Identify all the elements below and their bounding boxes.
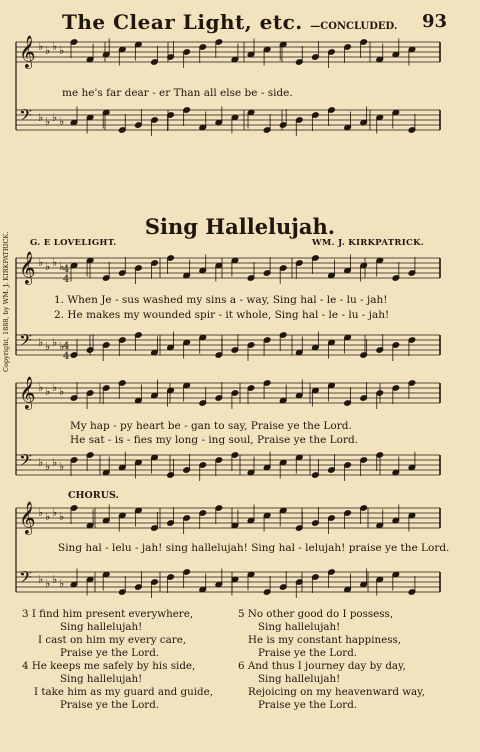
- author-credit: WM. J. KIRKPATRICK.: [312, 238, 425, 248]
- bass-clef-icon: 𝄢: [19, 567, 32, 591]
- flat-icon: ♭: [38, 573, 44, 586]
- time-signature: 4: [63, 341, 70, 352]
- flat-icon: ♭: [52, 506, 58, 519]
- flat-icon: ♭: [38, 381, 44, 394]
- flat-icon: ♭: [59, 385, 65, 398]
- verse3-line3: I cast on him my every care,: [38, 634, 187, 646]
- chorus-lyric-line: Sing hal - lelu - jah! sing hallelujah! Sing hal - lelujah! praise ye the Lord.: [58, 542, 450, 554]
- song1-lyric-line: me he's far dear - er Than all else be - side.: [62, 87, 293, 99]
- flat-icon: ♭: [59, 460, 65, 473]
- flat-icon: ♭: [45, 260, 51, 273]
- verse2-line2: He sat - is - fies my long - ing soul, Praise ye the Lord.: [70, 434, 359, 446]
- verse6-line4: Praise ye the Lord.: [258, 699, 358, 711]
- verse6-line1: 6 And thus I journey day by day,: [238, 660, 406, 672]
- flat-icon: ♭: [45, 115, 51, 128]
- time-signature: 4: [63, 274, 70, 285]
- verse4-line2: Sing hallelujah!: [60, 673, 143, 685]
- verse4-line3: I take him as my guard and guide,: [34, 686, 213, 698]
- flat-icon: ♭: [59, 260, 65, 273]
- flat-icon: ♭: [59, 44, 65, 57]
- flat-icon: ♭: [45, 44, 51, 57]
- verses-right-column: [238, 608, 425, 712]
- bass-clef-icon: 𝄢: [19, 330, 32, 354]
- flat-icon: ♭: [45, 460, 51, 473]
- flat-icon: ♭: [59, 340, 65, 353]
- flat-icon: ♭: [45, 510, 51, 523]
- bass-clef-icon: 𝄢: [19, 450, 32, 474]
- verse3-line4: Praise ye the Lord.: [60, 647, 160, 659]
- flat-icon: ♭: [52, 256, 58, 269]
- treble-clef-icon: 𝄞: [19, 251, 36, 284]
- flat-icon: ♭: [45, 577, 51, 590]
- verse3-line2: Sing hallelujah!: [60, 621, 143, 633]
- verse5-line2: Sing hallelujah!: [258, 621, 341, 633]
- song-title: The Clear Light, etc.: [62, 10, 303, 34]
- flat-icon: ♭: [38, 506, 44, 519]
- flat-icon: ♭: [38, 111, 44, 124]
- flat-icon: ♭: [38, 40, 44, 53]
- hymn-title: Sing Hallelujah.: [144, 214, 336, 239]
- copyright-notice: Copyright, 1888, by WM. J. KIRKPATRICK.: [2, 231, 10, 372]
- time-signature: 4: [63, 264, 70, 275]
- flat-icon: ♭: [38, 256, 44, 269]
- flat-icon: ♭: [45, 385, 51, 398]
- flat-icon: ♭: [38, 336, 44, 349]
- verse1-line2: My hap - py heart be - gan to say, Praise ye the Lord.: [70, 420, 352, 432]
- flat-icon: ♭: [52, 336, 58, 349]
- flat-icon: ♭: [59, 577, 65, 590]
- bass-clef-icon: 𝄢: [19, 105, 32, 129]
- treble-clef-icon: 𝄞: [19, 35, 36, 68]
- verse1-line1: 1. When Je - sus washed my sins a - way, Sing hal - le - lu - jah!: [54, 294, 388, 306]
- chorus-label: CHORUS.: [68, 490, 119, 501]
- verse5-line3: He is my constant happiness,: [248, 634, 402, 646]
- verse4-line4: Praise ye the Lord.: [60, 699, 160, 711]
- flat-icon: ♭: [59, 510, 65, 523]
- verse6-line3: Rejoicing on my heavenward way,: [248, 686, 425, 698]
- flat-icon: ♭: [52, 381, 58, 394]
- treble-clef-icon: 𝄞: [19, 376, 36, 409]
- time-signature: 4: [63, 351, 70, 362]
- verse2-line1: 2. He makes my wounded spir - it whole, Sing hal - le - lu - jah!: [54, 309, 390, 321]
- verse4-line1: 4 He keeps me safely by his side,: [22, 660, 196, 672]
- composer-credit: G. E LOVELIGHT.: [30, 238, 117, 248]
- page-number: 93: [422, 11, 448, 32]
- verse5-line4: Praise ye the Lord.: [258, 647, 358, 659]
- flat-icon: ♭: [38, 456, 44, 469]
- flat-icon: ♭: [45, 340, 51, 353]
- verse5-line1: 5 No other good do I possess,: [238, 608, 394, 620]
- flat-icon: ♭: [52, 40, 58, 53]
- verse3-line1: 3 I find him present everywhere,: [22, 608, 194, 620]
- concluded-label: —CONCLUDED.: [310, 21, 398, 32]
- treble-clef-icon: 𝄞: [19, 501, 36, 534]
- verse6-line2: Sing hallelujah!: [258, 673, 341, 685]
- flat-icon: ♭: [59, 115, 65, 128]
- flat-icon: ♭: [52, 456, 58, 469]
- verses-left-column: [22, 608, 213, 712]
- flat-icon: ♭: [52, 573, 58, 586]
- flat-icon: ♭: [52, 111, 58, 124]
